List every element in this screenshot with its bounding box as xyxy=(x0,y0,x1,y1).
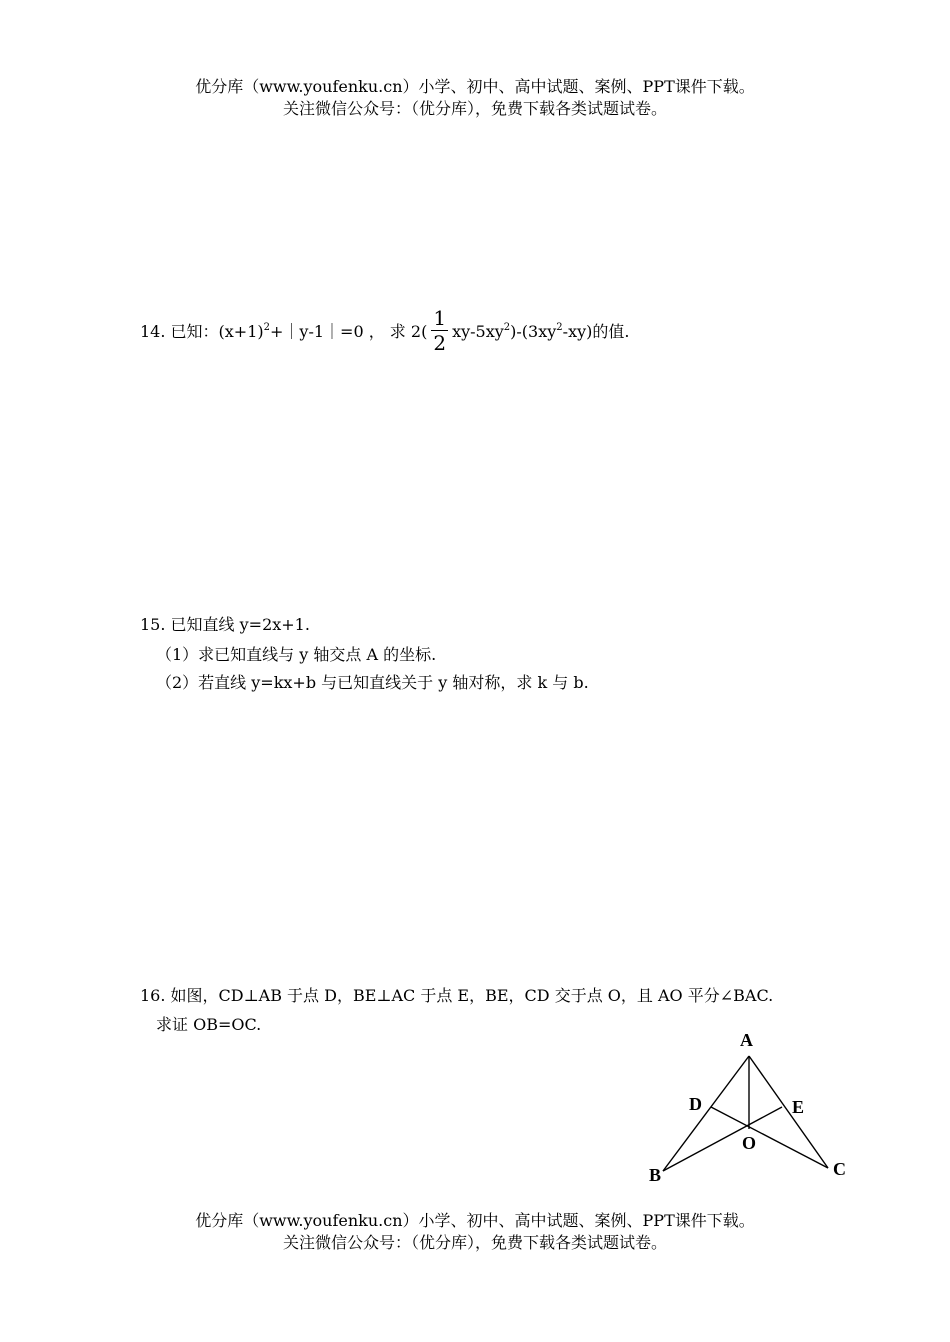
side-ac xyxy=(749,1056,828,1168)
question-16-title: 16. 如图，CD⊥AB 于点 D，BE⊥AC 于点 E，BE，CD 交于点 O，且 AO 平分∠BAC. xyxy=(140,986,774,1005)
segment-be xyxy=(663,1107,782,1171)
label-a: A xyxy=(740,1030,753,1050)
q14-end: -xy)的值. xyxy=(562,322,630,341)
label-e: E xyxy=(792,1097,805,1117)
question-15-part-2: （2）若直线 y=kx+b 与已知直线关于 y 轴对称，求 k 与 b. xyxy=(156,673,589,692)
label-b: B xyxy=(649,1165,662,1185)
fraction-one-half xyxy=(431,308,448,353)
question-15-title: 15. 已知直线 y=2x+1. xyxy=(140,615,310,634)
label-o: O xyxy=(742,1133,757,1153)
q14-sup-1: 2 xyxy=(263,322,271,333)
q14-sup-2: 2 xyxy=(503,322,511,333)
footer-line-2: 关注微信公众号：（优分库），免费下载各类试题试卷。 xyxy=(282,1233,667,1252)
q14-after-fraction: xy-5xy xyxy=(452,322,504,341)
q14-middle: +｜y-1｜=0 ， 求 2( xyxy=(270,322,428,341)
question-14 xyxy=(140,306,630,355)
header-line-2: 关注微信公众号：（优分库），免费下载各类试题试卷。 xyxy=(282,99,667,118)
header-line-1: 优分库（www.youfenku.cn）小学、初中、高中试题、案例、PPT课件下载。 xyxy=(195,77,755,96)
label-d: D xyxy=(689,1094,702,1114)
label-c: C xyxy=(833,1159,846,1179)
q14-sup-3: 2 xyxy=(556,322,563,333)
question-15-part-1: （1）求已知直线与 y 轴交点 A 的坐标. xyxy=(156,645,437,664)
side-ab xyxy=(663,1056,749,1171)
q14-after-sup-2: )-(3xy xyxy=(510,322,557,341)
q14-prefix: 14. 已知：(x+1) xyxy=(140,322,264,341)
fraction-denominator: 2 xyxy=(433,331,447,355)
segment-cd xyxy=(711,1107,828,1168)
triangle-figure xyxy=(630,1022,870,1192)
fraction-numerator: 1 xyxy=(433,306,447,330)
footer-line-1: 优分库（www.youfenku.cn）小学、初中、高中试题、案例、PPT课件下载。 xyxy=(195,1211,755,1230)
question-16-prove: 求证 OB=OC. xyxy=(156,1015,262,1034)
